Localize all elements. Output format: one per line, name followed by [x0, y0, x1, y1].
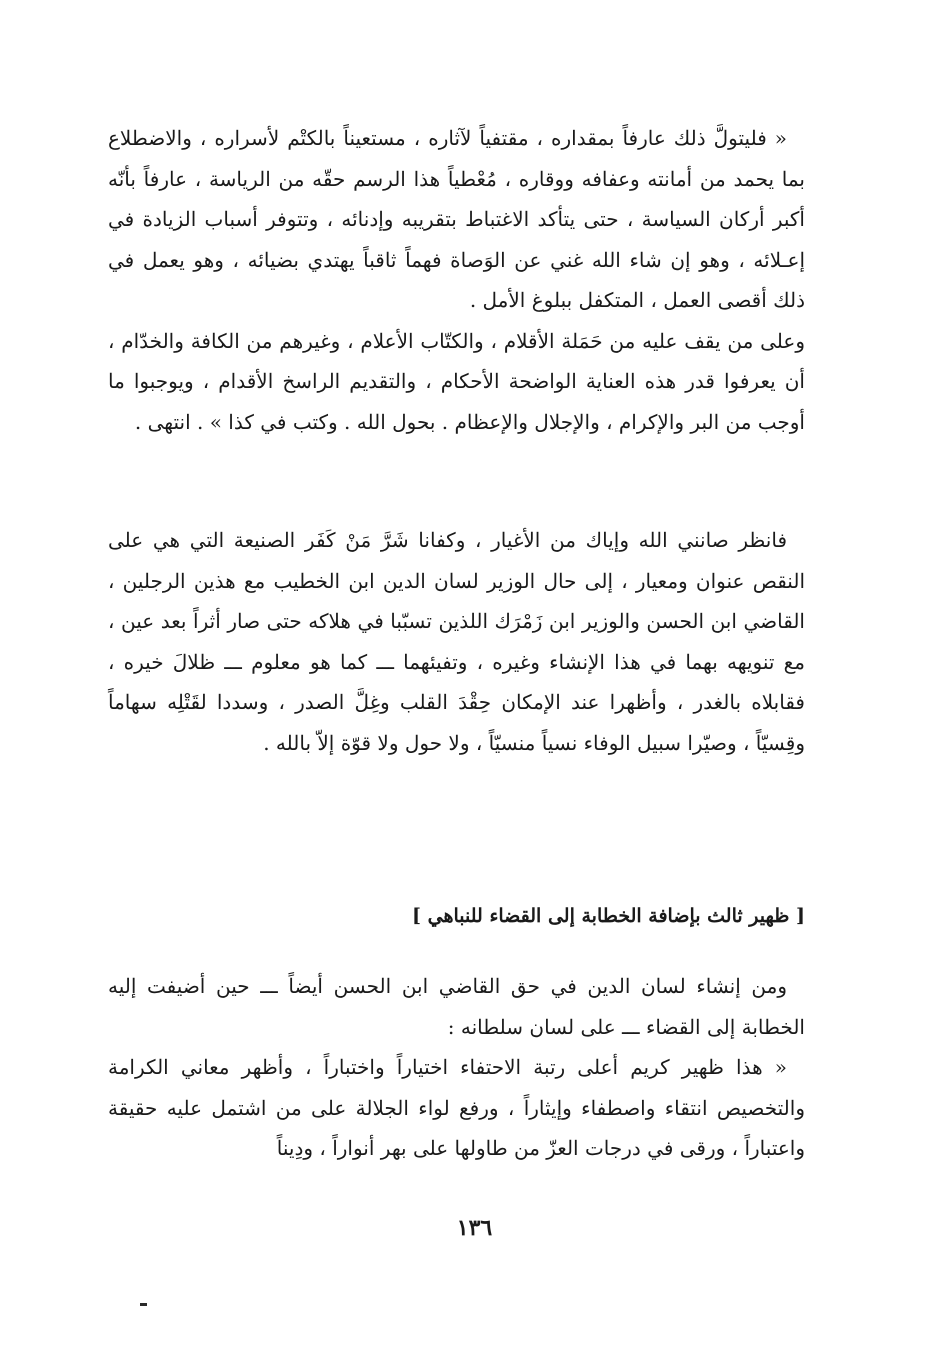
scan-speck — [140, 1303, 147, 1306]
intro-paragraph: ومن إنشاء لسان الدين في حق القاضي ابن الحسن أيضاً ـــ حين أضيفت إليه الخطابة إلى القضاء ـــ على لسان سلطانه : — [108, 974, 805, 1039]
decree-paragraph: « فليتولَّ ذلك عارفاً بمقداره ، مقتفياً لآثاره ، مستعيناً بالكتْم لأسراره ، والاضطلاع بما يحمد من أمانته وعفافه ووقاره ، مُعْطياً هذا الرسم حقّه من الرياسة ، عارفاً بأنّه أكبر أركان السياسة ، حتى يتأكد الاغتباط بتقريبه وإدنائه ، وتتوفر أسباب الزيادة في إعـلائه ، وهو إن شاء الله غني عن الوَصاة فهماً ثاقباً يهتدي بضيائه ، وهو يعمل في ذلك أقصى العمل ، المتكفل ببلوغ الأمل . — [108, 126, 805, 312]
opening-text-block — [108, 118, 805, 442]
third-decree-paragraph: « هذا ظهير كريم أعلى رتبة الاحتفاء اختياراً واختباراً ، وأظهر معاني الكرامة والتخصيص انتقاء واصطفاء وإيثاراً ، ورفع لواء الجلالة على من اشتمل عليه حقيقة واعتباراً ، ورقى في درجات العزّ من طاولها على بهر أنواراً ، ودِيناً — [108, 1055, 805, 1160]
section-heading: [ ظهير ثالث بإضافة الخطابة إلى القضاء للنباهي ] — [412, 905, 805, 927]
page-number: ١٣٦ — [456, 1215, 493, 1241]
commentary-text-block — [108, 520, 805, 763]
commentary-paragraph: فانظر صانني الله وإياك من الأغيار ، وكفانا شَرَّ مَنْ كَفَر الصنيعة التي هي على النقص عنوان ومعيار ، إلى حال الوزير لسان الدين ابن الخطيب مع هذين الرجلين ، القاضي ابن الحسن والوزير ابن زَمْرَك اللذين تسبّبا في هلاكه حتى صار أثراً بعد عين ، مع تنويهه بهما في هذا الإنشاء وغيره ، وتفيئهما ـــ كما هو معلوم ـــ ظلالَ خيره ، فقابلاه بالغدر ، وأظهرا عند الإمكان حِقْدَ القلب وغِلَّ الصدر ، وسددا لقَتْلِه سهاماً وقِسيّاً ، وصيّرا سبيل الوفاء نسياً منسيّاً ، ولا حول ولا قوّة إلاّ بالله . — [108, 528, 805, 755]
third-decree-text-block — [108, 966, 805, 1169]
decree-closing-paragraph: وعلى من يقف عليه من حَمَلة الأقلام ، والكتّاب الأعلام ، وغيرهم من الكافة والخدّام ، أن يعرفوا قدر هذه العناية الواضحة الأحكام ، والتقديم الراسخ الأقدام ، ويوجبوا ما أوجب من البر والإكرام ، والإجلال والإعظام . بحول الله . وكتب في كذا » . انتهى . — [108, 328, 805, 434]
